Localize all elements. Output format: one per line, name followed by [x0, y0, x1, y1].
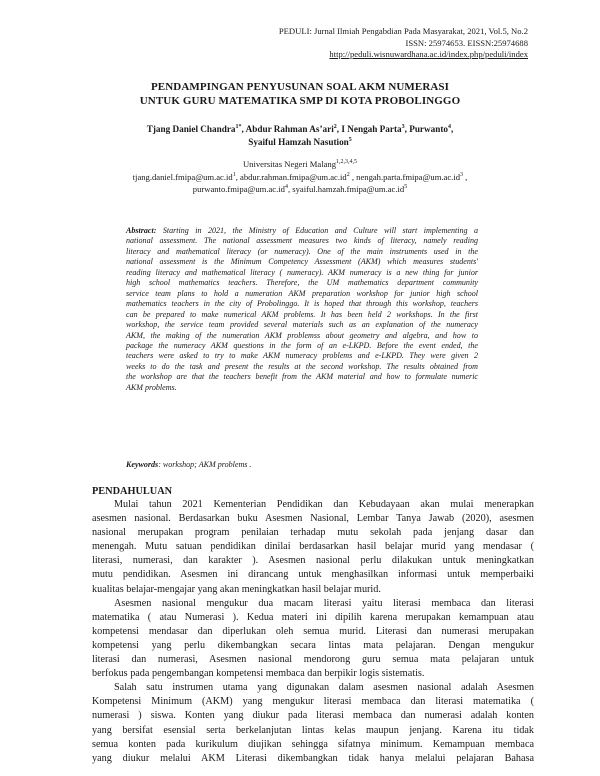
email-mark: 2 — [346, 171, 350, 178]
author-separator: , — [451, 124, 454, 134]
abstract-line: teachers were asked to try to make AKM numeracy problems and e-LKPD. They were given 2 — [126, 351, 478, 361]
abstract-line: AKM, the making of the numeration AKM problemss about geometry and algebra, and how to — [126, 330, 478, 340]
abstract-line: mathematics teachers in the city of Probolinggo. It is hoped that through this workshop, teachers — [126, 299, 478, 309]
abstract-line: package the numeracy AKM questions in the form of an e-LKPD. Before the event ended, the — [126, 340, 478, 350]
author-name: , Abdur Rahman As’ari — [241, 124, 334, 134]
abstract-line: workshop, the service team provided several materials such as an explanation of the numeracy — [126, 320, 478, 330]
university-name: Universitas Negeri Malang — [242, 159, 337, 169]
author-line-2 — [0, 136, 600, 149]
paper-title — [0, 80, 600, 108]
body-line: yang bersifat esensial serta berkelanjutan lintas kelas maupun jenjang. Karena itu tidak — [92, 724, 534, 736]
author-name: , I Nengah Parta — [336, 124, 402, 134]
body-line: menengah. Mutu satuan pendidikan dinilai berdasarkan hasil belajar murid yang mendasar ( — [92, 541, 534, 553]
keywords-line — [126, 460, 478, 471]
section-body — [92, 498, 534, 766]
affiliation-block — [0, 158, 600, 196]
abstract-line: service team plans to hold a numeration AKM preparation workshop for junior high school — [126, 288, 478, 298]
abstract-line: high school mathematics teachers. Therefore, the UM mathematics department community — [126, 278, 478, 288]
title-line-1: PENDAMPINGAN PENYUSUNAN SOAL AKM NUMERASI — [150, 81, 450, 93]
email-separator: , — [463, 171, 468, 182]
email-mark: 1 — [232, 171, 236, 178]
journal-name: PEDULI: Jurnal Ilmiah Pengabdian Pada Masyarakat, 2021, Vol.5, No.2 — [278, 26, 528, 36]
body-line: berfokus pada pengembangan kompetensi membaca dan berpikir logis sistematis. — [92, 668, 425, 680]
body-line: nasional merupakan program penilaian terhadap mutu sekolah pada jenjang dasar dan — [92, 527, 534, 539]
body-line: kualitas belajar-mengajar yang akan meningkatkan hasil belajar murid. — [92, 583, 381, 595]
keywords-label: Keywords — [126, 460, 159, 469]
author-name: , Purwanto — [404, 124, 448, 134]
body-line: Mulai tahun 2021 Kementerian Pendidikan dan Kebudayaan akan mulai menerapkan — [114, 499, 534, 510]
abstract-text: Starting in 2021, the Ministry of Education and Culture will start implementing a — [156, 226, 478, 235]
body-line: numerasi ) siswa. Konten yang diukur pada literasi membaca dan numerasi adalah konten — [92, 710, 534, 722]
email-line-2 — [0, 183, 600, 196]
university-mark: 1,2,3,4,5 — [336, 159, 358, 166]
paragraph — [92, 597, 534, 682]
body-line: Salah satu instrumen utama yang digunakan dalam asesmen nasional adalah Asesmen — [114, 682, 534, 694]
body-line: kompetensi yang perlu dikembangkan secara lintas mata pelajaran. Dengan mengukur — [92, 639, 534, 651]
author-mark: 3 — [401, 123, 405, 130]
email-link[interactable]: , nengah.parta.fmipa@um.ac.id — [349, 171, 461, 182]
abstract-line: reading literacy and mathematical literacy ( numeracy). AKM numeracy is a new thing for junior — [126, 267, 478, 277]
abstract-line: AKM problems. — [126, 382, 177, 392]
email-link[interactable]: , abdur.rahman.fmipa@um.ac.id — [235, 171, 347, 182]
keywords-text: : workshop; AKM problems . — [158, 460, 252, 469]
author-mark: 5 — [348, 136, 352, 143]
abstract-line — [126, 226, 478, 236]
author-list — [0, 123, 600, 149]
journal-url-link[interactable]: http://peduli.wisnuwardhana.ac.id/index.php/peduli/index — [329, 49, 528, 59]
journal-header — [279, 26, 528, 61]
email-mark: 3 — [460, 171, 464, 178]
abstract-line: weeks to do the task and present the results at the second workshop. The results obtained from — [126, 361, 478, 371]
abstract-line: national assessment. The national assessment measures two kinds of literacy, namely reading — [126, 236, 478, 246]
author-mark: 2 — [333, 123, 337, 130]
paragraph — [92, 681, 534, 766]
university-line — [0, 158, 600, 171]
abstract-line: national assessment is the Minimum Competency Assessment (AKM) which measures students' — [126, 257, 478, 267]
body-line: literasi, numerasi, dan karakter ). Asesmen nasional perlu dilakukan untuk meningkatkan — [92, 555, 534, 567]
body-line: literasi dan numerasi, Asesmen nasional mendorong guru semua mata pelajaran untuk — [92, 654, 534, 666]
email-line-1 — [0, 171, 600, 184]
body-line: Kompetensi Minimum (AKM) yang mengukur literasi membaca dan literasi matematika ( — [92, 696, 534, 708]
body-line: mutu pendidikan. Asesmen ini dirancang untuk menghasilkan informasi untuk memperbaiki — [92, 569, 534, 581]
author-mark: 4 — [448, 123, 451, 130]
abstract-line: literacy and mathematical literacy (or numeracy). One of the main instruments used in the — [126, 246, 478, 256]
author-mark: 1* — [235, 123, 242, 130]
body-line: kompetensi mendasar dan diperlukan oleh semua murid. Literasi dan numerasi merupakan — [92, 625, 534, 637]
body-line: yang diukur melalui AKM Literasi dikembangkan tidak hanya melalui pelajaran Bahasa — [92, 752, 534, 764]
author-line-1 — [0, 123, 600, 136]
abstract-block — [126, 226, 478, 393]
abstract-line: the workshop are that the teachers benefit from the AKM material and how to formulate numeric — [126, 372, 478, 382]
email-mark: 5 — [404, 184, 408, 191]
abstract-line: can be prepared to make numerical AKM problems. It has been held 2 workshops. In the first — [126, 309, 478, 319]
title-line-2: UNTUK GURU MATEMATIKA SMP DI KOTA PROBOLINGGO — [139, 95, 461, 107]
body-line: Asesmen nasional mengukur dua macam literasi yaitu literasi membaca dan literasi — [114, 597, 534, 609]
body-line: asesmen nasional. Berdasarkan buku Asesmen Nasional, Lembar Tanya Jawab (2020), asesmen — [92, 513, 534, 525]
author-name: Syaiful Hamzah Nasution — [248, 137, 349, 147]
paragraph — [92, 498, 534, 597]
body-line: matematika ( atau Numerasi ). Kedua materi ini dipilih karena merupakan kemampuan atau — [92, 611, 534, 623]
body-line: semua konten pada kurikulum diujikan sehingga sifatnya minimum. Kemampuan membaca — [92, 738, 534, 750]
email-link[interactable]: , syaiful.hamzah.fmipa@um.ac.id — [287, 184, 405, 194]
email-link[interactable]: tjang.daniel.fmipa@um.ac.id — [132, 171, 233, 182]
email-link[interactable]: purwanto.fmipa@um.ac.id — [192, 184, 285, 194]
abstract-label: Abstract: — [126, 226, 157, 235]
section-heading: PENDAHULUAN — [92, 486, 173, 497]
journal-issn: ISSN: 25974653. EISSN:25974688 — [405, 37, 528, 48]
author-name: Tjang Daniel Chandra — [146, 124, 236, 134]
email-mark: 4 — [284, 184, 288, 191]
